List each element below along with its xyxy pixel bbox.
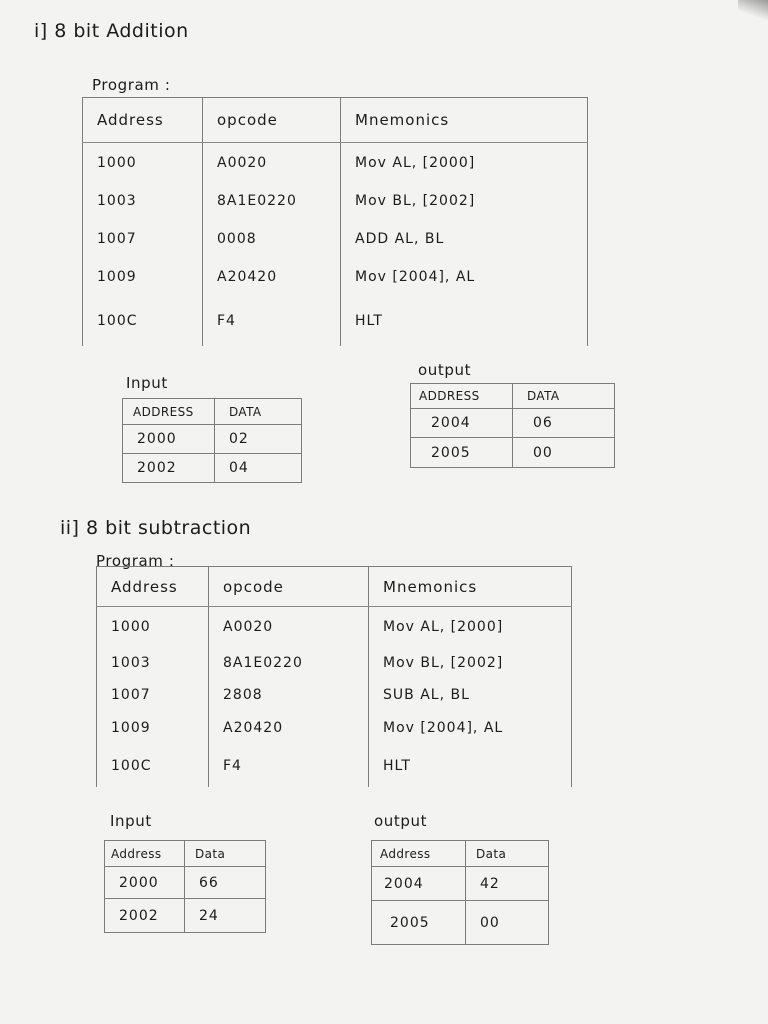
section-2-output-table — [371, 840, 549, 945]
mnemonic-cell: SUB AL, BL — [369, 679, 572, 711]
address-cell: 1009 — [83, 258, 203, 296]
address-cell: 2005 — [372, 901, 466, 945]
opcode-cell: 0008 — [203, 220, 341, 258]
section-2-program-table — [96, 566, 572, 787]
section-2-input-table — [104, 840, 266, 933]
table-row — [97, 745, 572, 787]
section-1-input-label: Input — [126, 374, 168, 392]
table-row — [411, 438, 615, 468]
opcode-cell: F4 — [203, 296, 341, 346]
address-cell: 1003 — [97, 647, 209, 679]
data-cell: 04 — [215, 454, 302, 483]
table-row — [83, 183, 588, 220]
table-header-row — [123, 399, 302, 425]
address-cell: 2004 — [372, 867, 466, 901]
section-1-output-table — [410, 383, 615, 468]
column-header-address: Address — [97, 567, 209, 607]
address-cell: 1000 — [97, 607, 209, 647]
table-row — [372, 901, 549, 945]
data-cell: 00 — [513, 438, 615, 468]
mnemonic-cell: ADD AL, BL — [341, 220, 588, 258]
section-1-output-label: output — [418, 361, 472, 379]
mnemonic-cell: Mov AL, [2000] — [341, 143, 588, 183]
table-row — [97, 647, 572, 679]
address-cell: 2002 — [105, 899, 185, 933]
data-cell: 42 — [466, 867, 549, 901]
table-row — [372, 867, 549, 901]
table-header-row — [411, 384, 615, 409]
address-cell: 1007 — [97, 679, 209, 711]
column-header-mnemonics: Mnemonics — [369, 567, 572, 607]
data-cell: 00 — [466, 901, 549, 945]
address-cell: 1003 — [83, 183, 203, 220]
table-row — [105, 867, 266, 899]
mnemonic-cell: HLT — [341, 296, 588, 346]
data-cell: 06 — [513, 409, 615, 438]
address-cell: 2000 — [123, 425, 215, 454]
mnemonic-cell: Mov AL, [2000] — [369, 607, 572, 647]
table-row — [97, 711, 572, 745]
address-cell: 100C — [97, 745, 209, 787]
table-header-row — [97, 567, 572, 607]
table-row — [123, 454, 302, 483]
table-row — [97, 679, 572, 711]
opcode-cell: 8A1E0220 — [209, 647, 369, 679]
table-row — [123, 425, 302, 454]
opcode-cell: F4 — [209, 745, 369, 787]
table-row — [105, 899, 266, 933]
column-header-data: DATA — [513, 384, 615, 409]
address-cell: 2000 — [105, 867, 185, 899]
opcode-cell: A0020 — [203, 143, 341, 183]
table-row — [83, 258, 588, 296]
column-header-address: ADDRESS — [411, 384, 513, 409]
table-row — [411, 409, 615, 438]
opcode-cell: A20420 — [209, 711, 369, 745]
mnemonic-cell: Mov BL, [2002] — [341, 183, 588, 220]
column-header-opcode: opcode — [203, 98, 341, 143]
section-2-input-label: Input — [110, 812, 152, 830]
column-header-mnemonics: Mnemonics — [341, 98, 588, 143]
mnemonic-cell: Mov [2004], AL — [369, 711, 572, 745]
table-row — [83, 296, 588, 346]
table-header-row — [105, 841, 266, 867]
address-cell: 1009 — [97, 711, 209, 745]
data-cell: 24 — [185, 899, 266, 933]
section-1-heading: i] 8 bit Addition — [34, 20, 189, 42]
column-header-data: Data — [466, 841, 549, 867]
section-1-program-table — [82, 97, 588, 346]
page-corner-shadow — [738, 0, 768, 20]
address-cell: 1007 — [83, 220, 203, 258]
section-2-program-label: Program : — [96, 552, 175, 570]
column-header-data: Data — [185, 841, 266, 867]
opcode-cell: A20420 — [203, 258, 341, 296]
table-row — [83, 220, 588, 258]
mnemonic-cell: Mov BL, [2002] — [369, 647, 572, 679]
section-2-heading: ii] 8 bit subtraction — [60, 517, 252, 539]
data-cell: 66 — [185, 867, 266, 899]
table-row — [83, 143, 588, 183]
column-header-address: Address — [372, 841, 466, 867]
column-header-address: Address — [83, 98, 203, 143]
column-header-address: Address — [105, 841, 185, 867]
address-cell: 2004 — [411, 409, 513, 438]
table-header-row — [83, 98, 588, 143]
section-1-program-label: Program : — [92, 76, 171, 94]
column-header-data: DATA — [215, 399, 302, 425]
opcode-cell: A0020 — [209, 607, 369, 647]
column-header-opcode: opcode — [209, 567, 369, 607]
section-1-input-table — [122, 398, 302, 483]
opcode-cell: 2808 — [209, 679, 369, 711]
mnemonic-cell: Mov [2004], AL — [341, 258, 588, 296]
column-header-address: ADDRESS — [123, 399, 215, 425]
opcode-cell: 8A1E0220 — [203, 183, 341, 220]
table-header-row — [372, 841, 549, 867]
section-2-output-label: output — [374, 812, 428, 830]
data-cell: 02 — [215, 425, 302, 454]
address-cell: 2005 — [411, 438, 513, 468]
address-cell: 2002 — [123, 454, 215, 483]
address-cell: 100C — [83, 296, 203, 346]
address-cell: 1000 — [83, 143, 203, 183]
mnemonic-cell: HLT — [369, 745, 572, 787]
table-row — [97, 607, 572, 647]
